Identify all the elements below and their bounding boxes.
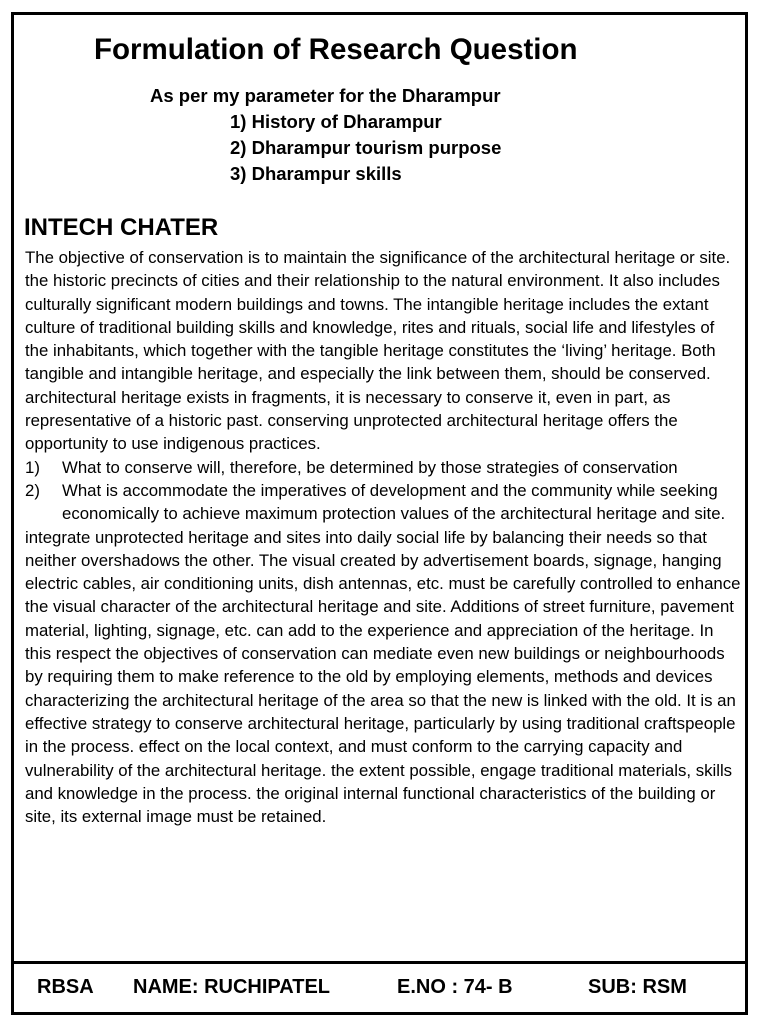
footer-bar <box>14 961 745 1012</box>
parameter-item: 1) History of Dharampur <box>230 111 442 132</box>
parameter-item: 3) Dharampur skills <box>230 163 402 184</box>
item-text: What to conserve will, therefore, be determined by those strategies of conservation <box>62 457 678 477</box>
page-frame <box>11 12 748 1015</box>
parameter-list <box>150 109 501 187</box>
footer-enrollment: E.NO : 74- B <box>397 976 513 998</box>
footer-subject: SUB: RSM <box>588 976 687 998</box>
footer-institute: RBSA <box>37 976 94 998</box>
parameter-item: 2) Dharampur tourism purpose <box>230 137 502 158</box>
main-content <box>14 15 745 961</box>
footer-name: NAME: RUCHIPATEL <box>133 976 331 998</box>
paragraph-objective: The objective of conservation is to maintain the significance of the architectural heritage or site. the historic precincts of cities and their relationship to the natural environment. It also includes culturally significant modern buildings and towns. The intangible heritage includes the extant culture of traditional building skills and knowledge, rites and rituals, social life and lifestyles of the inhabitants, which together with the tangible heritage constitutes the ‘living’ heritage. Both tangible and intangible heritage, and especially the link between them, should be conserved. architectural heritage exists in fragments, it is necessary to conserve it, even in part, as representative of a historic past. conserving unprotected architectural heritage offers the opportunity to use indigenous practices. <box>25 248 731 454</box>
parameter-intro: As per my parameter for the Dharampur <box>150 85 501 106</box>
item-number: 2) <box>25 480 40 500</box>
numbered-item <box>25 456 741 479</box>
item-text: What is accommodate the imperatives of development and the community while seeking economically to achieve maximum protection values of the architectural heritage and site. <box>62 480 726 524</box>
page-title: Formulation of Research Question <box>94 33 578 66</box>
paragraph-integration: integrate unprotected heritage and sites into daily social life by balancing their needs so that neither overshadows the other. The visual created by advertisement boards, signage, hanging electric cables, air conditioning units, dish antennas, etc. must be carefully controlled to enhance the visual character of the architectural heritage and site. Additions of street furniture, pavement material, lighting, signage, etc. can add to the experience and appreciation of the heritage. In this respect the objectives of conservation can mediate even new buildings or neighbourhoods by requiring them to make reference to the old by employing elements, methods and devices characterizing the architectural heritage of the area so that the new is linked with the old. It is an effective strategy to conserve architectural heritage, particularly by using traditional craftspeople in the process. effect on the local context, and must conform to the carrying capacity and vulnerability of the architectural heritage. the extent possible, engage traditional materials, skills and knowledge in the process. the original internal functional characteristics of the building or site, its external image must be retained. <box>25 527 741 827</box>
parameter-block <box>150 83 501 187</box>
numbered-list <box>25 456 741 526</box>
section-heading: INTECH CHATER <box>24 214 219 241</box>
body-text <box>25 246 741 828</box>
numbered-item <box>25 479 741 526</box>
item-number: 1) <box>25 457 40 477</box>
